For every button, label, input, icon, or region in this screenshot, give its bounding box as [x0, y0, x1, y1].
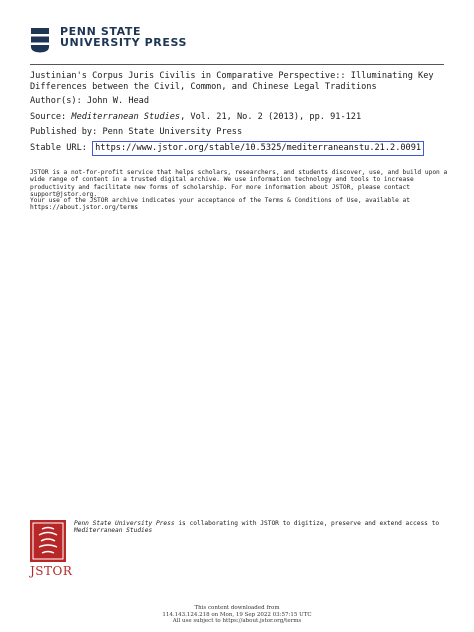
- footer-line2: 114.143.124.218 on Mon, 19 Sep 2022 03:57:15 UTC: [162, 611, 312, 618]
- jstor-terms-text: Your use of the JSTOR archive indicates your acceptance of the Terms & Conditions of Use, available at https://about.jstor.org/terms: [30, 197, 410, 212]
- jstor-about-text: JSTOR is a not-for-profit service that helps scholars, researchers, and students discover, use, and build upon a wide range of content in a trusted digital archive. We use information technology and tools to increase productivity and facilitate new forms of scholarship. For more information about JSTOR, please contact support@jstor.org.: [30, 169, 448, 199]
- published-line: [30, 127, 450, 138]
- article-title: Justinian's Corpus Juris Civilis in Comparative Perspective:: Illuminating Key Differences between the Civil, Common, and Chinese Legal Traditions: [30, 71, 434, 92]
- collaboration-text: [74, 520, 450, 535]
- publisher-line1: PENN STATE: [60, 25, 142, 38]
- jstor-logo-word: JSTOR: [30, 564, 73, 578]
- collaboration-block: [30, 520, 450, 580]
- source-journal: Mediterranean Studies: [71, 112, 181, 122]
- authors-line: [30, 96, 450, 107]
- collab-press-name: Penn State University Press: [74, 520, 175, 527]
- collab-middle-text: is collaborating with JSTOR to digitize, preserve and extend access to: [174, 520, 440, 527]
- footer-line3: All use subject to https://about.jstor.org/terms: [172, 618, 302, 624]
- source-label: Source:: [30, 112, 67, 122]
- stable-url-link[interactable]: https://www.jstor.org/stable/10.5325/mediterraneanstu.21.2.0091: [92, 141, 424, 156]
- authors-label: Author(s):: [30, 96, 82, 106]
- source-line: [30, 112, 450, 123]
- published-value: Penn State University Press: [102, 127, 243, 137]
- publisher-name: [60, 26, 187, 48]
- publisher-line2: UNIVERSITY PRESS: [60, 36, 188, 49]
- download-footer: [0, 605, 474, 625]
- published-label: Published by:: [30, 127, 98, 137]
- stable-url-label: Stable URL:: [30, 143, 87, 153]
- penn-state-shield-icon: [30, 27, 50, 53]
- source-details: , Vol. 21, No. 2 (2013), pp. 91-121: [180, 112, 362, 122]
- stable-url-line: [30, 141, 450, 156]
- jstor-logo-icon: [30, 520, 66, 562]
- authors-value: John W. Head: [86, 96, 150, 106]
- collab-journal-name: Mediterranean Studies: [74, 527, 153, 535]
- footer-line1: This content downloaded from: [194, 605, 280, 611]
- header-divider: [30, 64, 444, 65]
